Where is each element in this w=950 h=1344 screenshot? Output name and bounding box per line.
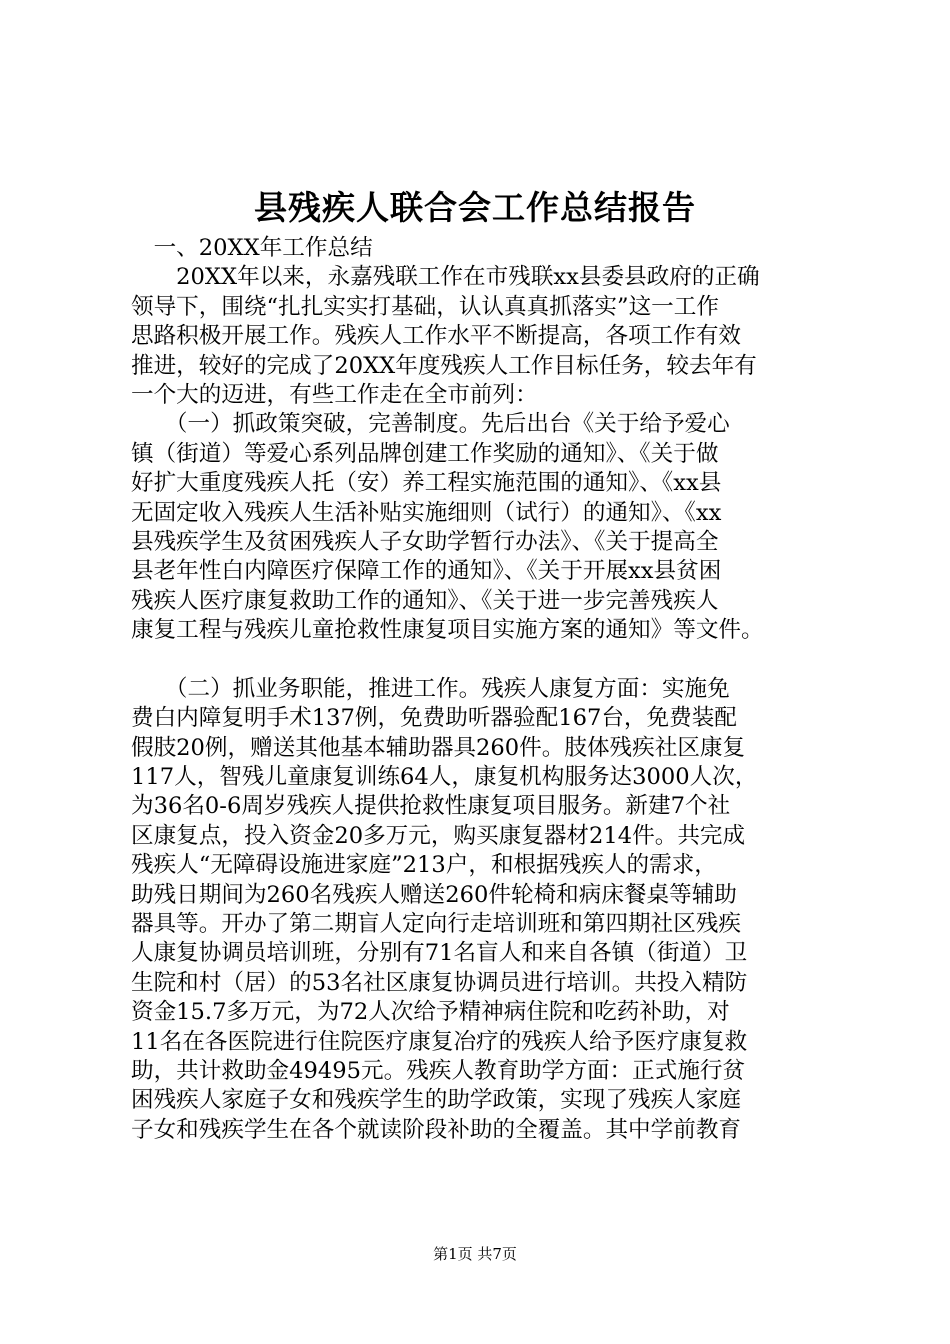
body-line: 为36名0-6周岁残疾人提供抢救性康复项目服务。新建7个社	[131, 793, 731, 820]
body-line: 康复工程与残疾儿童抢救性康复项目实施方案的通知》等文件。	[131, 617, 764, 644]
body-line: 好扩大重度残疾人托（安）养工程实施范围的通知》、《xx县	[131, 470, 722, 497]
body-line: 生院和村（居）的53名社区康复协调员进行培训。共投入精防	[131, 969, 748, 996]
body-line: 器具等。开办了第二期盲人定向行走培训班和第四期社区残疾	[131, 910, 742, 937]
body-line: 子女和残疾学生在各个就读阶段补助的全覆盖。其中学前教育	[131, 1116, 742, 1143]
body-line: 困残疾人家庭子女和残疾学生的助学政策，实现了残疾人家庭	[131, 1087, 742, 1114]
body-line: 11名在各医院进行住院医疗康复冶疗的残疾人给予医疗康复救	[131, 1028, 748, 1055]
body-line: 人康复协调员培训班，分别有71名盲人和来自各镇（街道）卫	[131, 940, 748, 967]
body-line: 资金15.7多万元，为72人次给予精神病住院和吃药补助，对	[131, 999, 730, 1026]
body-line: 117人，智残儿童康复训练64人，康复机构服务达3000人次，	[131, 764, 758, 791]
body-line: 费白内障复明手术137例，免费助听器验配167台，免费装配	[131, 705, 737, 732]
document-body	[131, 234, 831, 1145]
blank-line	[131, 645, 831, 674]
body-line: （二）抓业务职能，推进工作。残疾人康复方面：实施免	[131, 675, 730, 702]
body-line: 区康复点，投入资金20多万元，购买康复器材214件。共完成	[131, 822, 746, 849]
body-line: 领导下，围绕“扎扎实实打基础，认认真真抓落实”这一工作	[131, 293, 719, 320]
body-line: 助残日期间为260名残疾人赠送260件轮椅和病床餐桌等辅助	[131, 881, 737, 908]
body-line: 县老年性白内障医疗保障工作的通知》、《关于开展xx县贫困	[131, 558, 722, 585]
page-footer: 第1页 共7页	[433, 1245, 517, 1263]
body-line: （一）抓政策突破，完善制度。先后出台《关于给予爱心	[131, 411, 730, 438]
body-line: 一、20XX年工作总结	[131, 235, 373, 261]
body-line: 县残疾学生及贫困残疾人子女助学暂行办法》、《关于提高全	[131, 528, 719, 555]
body-line: 假肢20例，赠送其他基本辅助器具260件。肢体残疾社区康复	[131, 734, 746, 761]
body-line: 镇（街道）等爱心系列品牌创建工作奖励的通知》、《关于做	[131, 440, 719, 467]
body-line: 思路积极开展工作。残疾人工作水平不断提高，各项工作有效	[131, 323, 742, 350]
body-line: 残疾人医疗康复救助工作的通知》、《关于进一步完善残疾人	[131, 587, 719, 614]
body-line: 一个大的迈进，有些工作走在全市前列：	[131, 381, 538, 408]
body-line: 推进，较好的完成了20XX年度残疾人工作目标任务，较去年有	[131, 352, 757, 379]
body-line: 残疾人“无障碍设施进家庭”213户，和根据残疾人的需求，	[131, 852, 717, 879]
body-line: 20XX年以来，永嘉残联工作在市残联xx县委县政府的正确	[131, 264, 760, 291]
document-title: 县残疾人联合会工作总结报告	[254, 188, 696, 227]
body-line: 助，共计救助金49495元。残疾人教育助学方面：正式施行贫	[131, 1057, 746, 1084]
body-line: 无固定收入残疾人生活补贴实施细则（试行）的通知》、《xx	[131, 499, 722, 526]
